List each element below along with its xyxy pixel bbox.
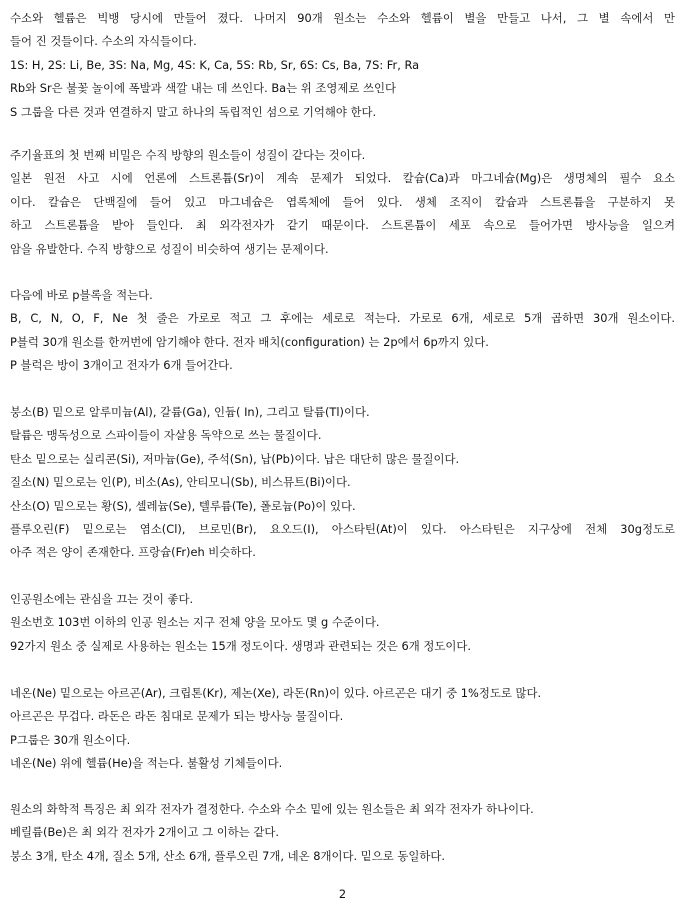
text-line: 일본 원전 사고 시에 언론에 스트론튬(Sr)이 계속 문제가 되었다. 칼슘(Ca)과 마그네슘(Mg)은 생명체의 필수 요소 — [10, 171, 675, 186]
paragraph-vertical-secret — [10, 144, 675, 261]
text-line: 붕소(B) 밑으로 알루미늄(Al), 갈륨(Ga), 인듐( In), 그리고 탈륨(Tl)이다. — [10, 405, 370, 419]
text-line: 인공원소에는 관심을 끄는 것이 좋다. — [10, 592, 194, 606]
text-line: 플루오린(F) 밑으로는 염소(Cl), 브로민(Br), 요오드(I), 아스타틴(At)이 있다. 아스타틴은 지구상에 전체 30g정도로 — [10, 521, 675, 536]
page-number: 2 — [338, 887, 347, 901]
text-line: S 그룹을 다른 것과 연결하지 말고 하나의 독립적인 섬으로 기억해야 한다. — [10, 104, 377, 119]
text-line: 아르곤은 무겁다. 라돈은 라돈 침대로 문제가 되는 방사능 물질이다. — [10, 709, 344, 724]
text-line: P 블럭은 방이 3개이고 전자가 6개 들어간다. — [10, 358, 233, 373]
text-line: B, C, N, O, F, Ne 첫 줄은 가로로 적고 그 후에는 세로로 적는다. 가로로 6개, 세로로 5개 곱하면 30개 원소이다. — [10, 311, 675, 326]
text-line: 1S: H, 2S: Li, Be, 3S: Na, Mg, 4S: K, Ca, 5S: Rb, Sr, 6S: Cs, Ba, 7S: Fr, Ra — [10, 57, 420, 72]
text-line: 네온(Ne) 밑으로는 아르곤(Ar), 크립톤(Kr), 제논(Xe), 라돈(Rn)이 있다. 아르곤은 대기 중 1%정도로 많다. — [10, 686, 542, 700]
text-line: 이다. 칼슘은 단백질에 들어 있고 마그네슘은 엽록체에 들어 있다. 생체 조직이 칼슘과 스트론튬을 구분하지 못 — [10, 194, 675, 209]
text-line: 92가지 원소 중 실제로 사용하는 원소는 15개 정도이다. 생명과 관련되는 것은 6개 정도이다. — [10, 638, 472, 653]
paragraph-artificial-elements — [10, 588, 675, 658]
text-line: 산소(O) 밑으로는 황(S), 셀레늄(Se), 텔루륨(Te), 폴로늄(Po)이 있다. — [10, 498, 356, 513]
text-line: 주기율표의 첫 번째 비밀은 수직 방향의 원소들이 성질이 같다는 것이다. — [10, 148, 366, 162]
text-line: 원소번호 103번 이하의 인공 원소는 지구 전체 양을 모아도 몇 g 수준이다. — [10, 615, 380, 630]
text-line: 탈륨은 맹독성으로 스파이들이 자살용 독약으로 쓰는 물질이다. — [10, 428, 322, 443]
text-line: 다음에 바로 p블록을 적는다. — [10, 288, 153, 302]
text-line: Rb와 Sr은 불꽃 놀이에 폭발과 색깔 내는 데 쓰인다. Ba는 위 조영제로 쓰인다 — [10, 81, 397, 96]
paragraph-outer-electrons — [10, 798, 675, 868]
text-line: 베릴륨(Be)은 최 외각 전자가 2개이고 그 이하는 같다. — [10, 825, 279, 840]
text-line: P그룹은 30개 원소이다. — [10, 732, 131, 747]
text-line: 수소와 헬륨은 빅뱅 당시에 만들어 졌다. 나머지 90개 원소는 수소와 헬륨이 별을 만들고 나서, 그 별 속에서 만 — [10, 11, 675, 25]
paragraph-p-block — [10, 284, 675, 378]
text-line: 들어 진 것들이다. 수소의 자식들이다. — [10, 34, 197, 49]
text-line: 붕소 3개, 탄소 4개, 질소 5개, 산소 6개, 플루오린 7개, 네온 8개이다. 밑으로 동일하다. — [10, 848, 445, 863]
paragraph-s-block — [10, 7, 675, 124]
text-line: 원소의 화학적 특징은 최 외각 전자가 결정한다. 수소와 수소 밑에 있는 원소들은 최 외각 전자가 하나이다. — [10, 802, 534, 816]
text-line: 탄소 밑으로는 실리콘(Si), 저마늄(Ge), 주석(Sn), 납(Pb)이다. 납은 대단히 많은 물질이다. — [10, 451, 460, 466]
text-line: 암을 유발한다. 수직 방향으로 성질이 비슷하여 생기는 문제이다. — [10, 241, 329, 256]
paragraph-p-groups — [10, 401, 675, 565]
paragraph-noble-gases — [10, 682, 675, 776]
text-line: 질소(N) 밑으로는 인(P), 비소(As), 안티모니(Sb), 비스뮤트(Bi)이다. — [10, 475, 351, 490]
text-line: 아주 적은 양이 존재한다. 프랑슘(Fr)eh 비슷하다. — [10, 545, 256, 560]
text-line: P블럭 30개 원소를 한꺼번에 암기해야 한다. 전자 배치(configuration) 는 2p에서 6p까지 있다. — [10, 334, 489, 349]
text-line: 네온(Ne) 위에 헬륨(He)을 적는다. 불활성 기체들이다. — [10, 756, 283, 771]
text-line: 하고 스트론튬을 받아 들인다. 최 외각전자가 같기 때문이다. 스트론튬이 세포 속으로 들어가면 방사능을 일으켜 — [10, 218, 675, 233]
